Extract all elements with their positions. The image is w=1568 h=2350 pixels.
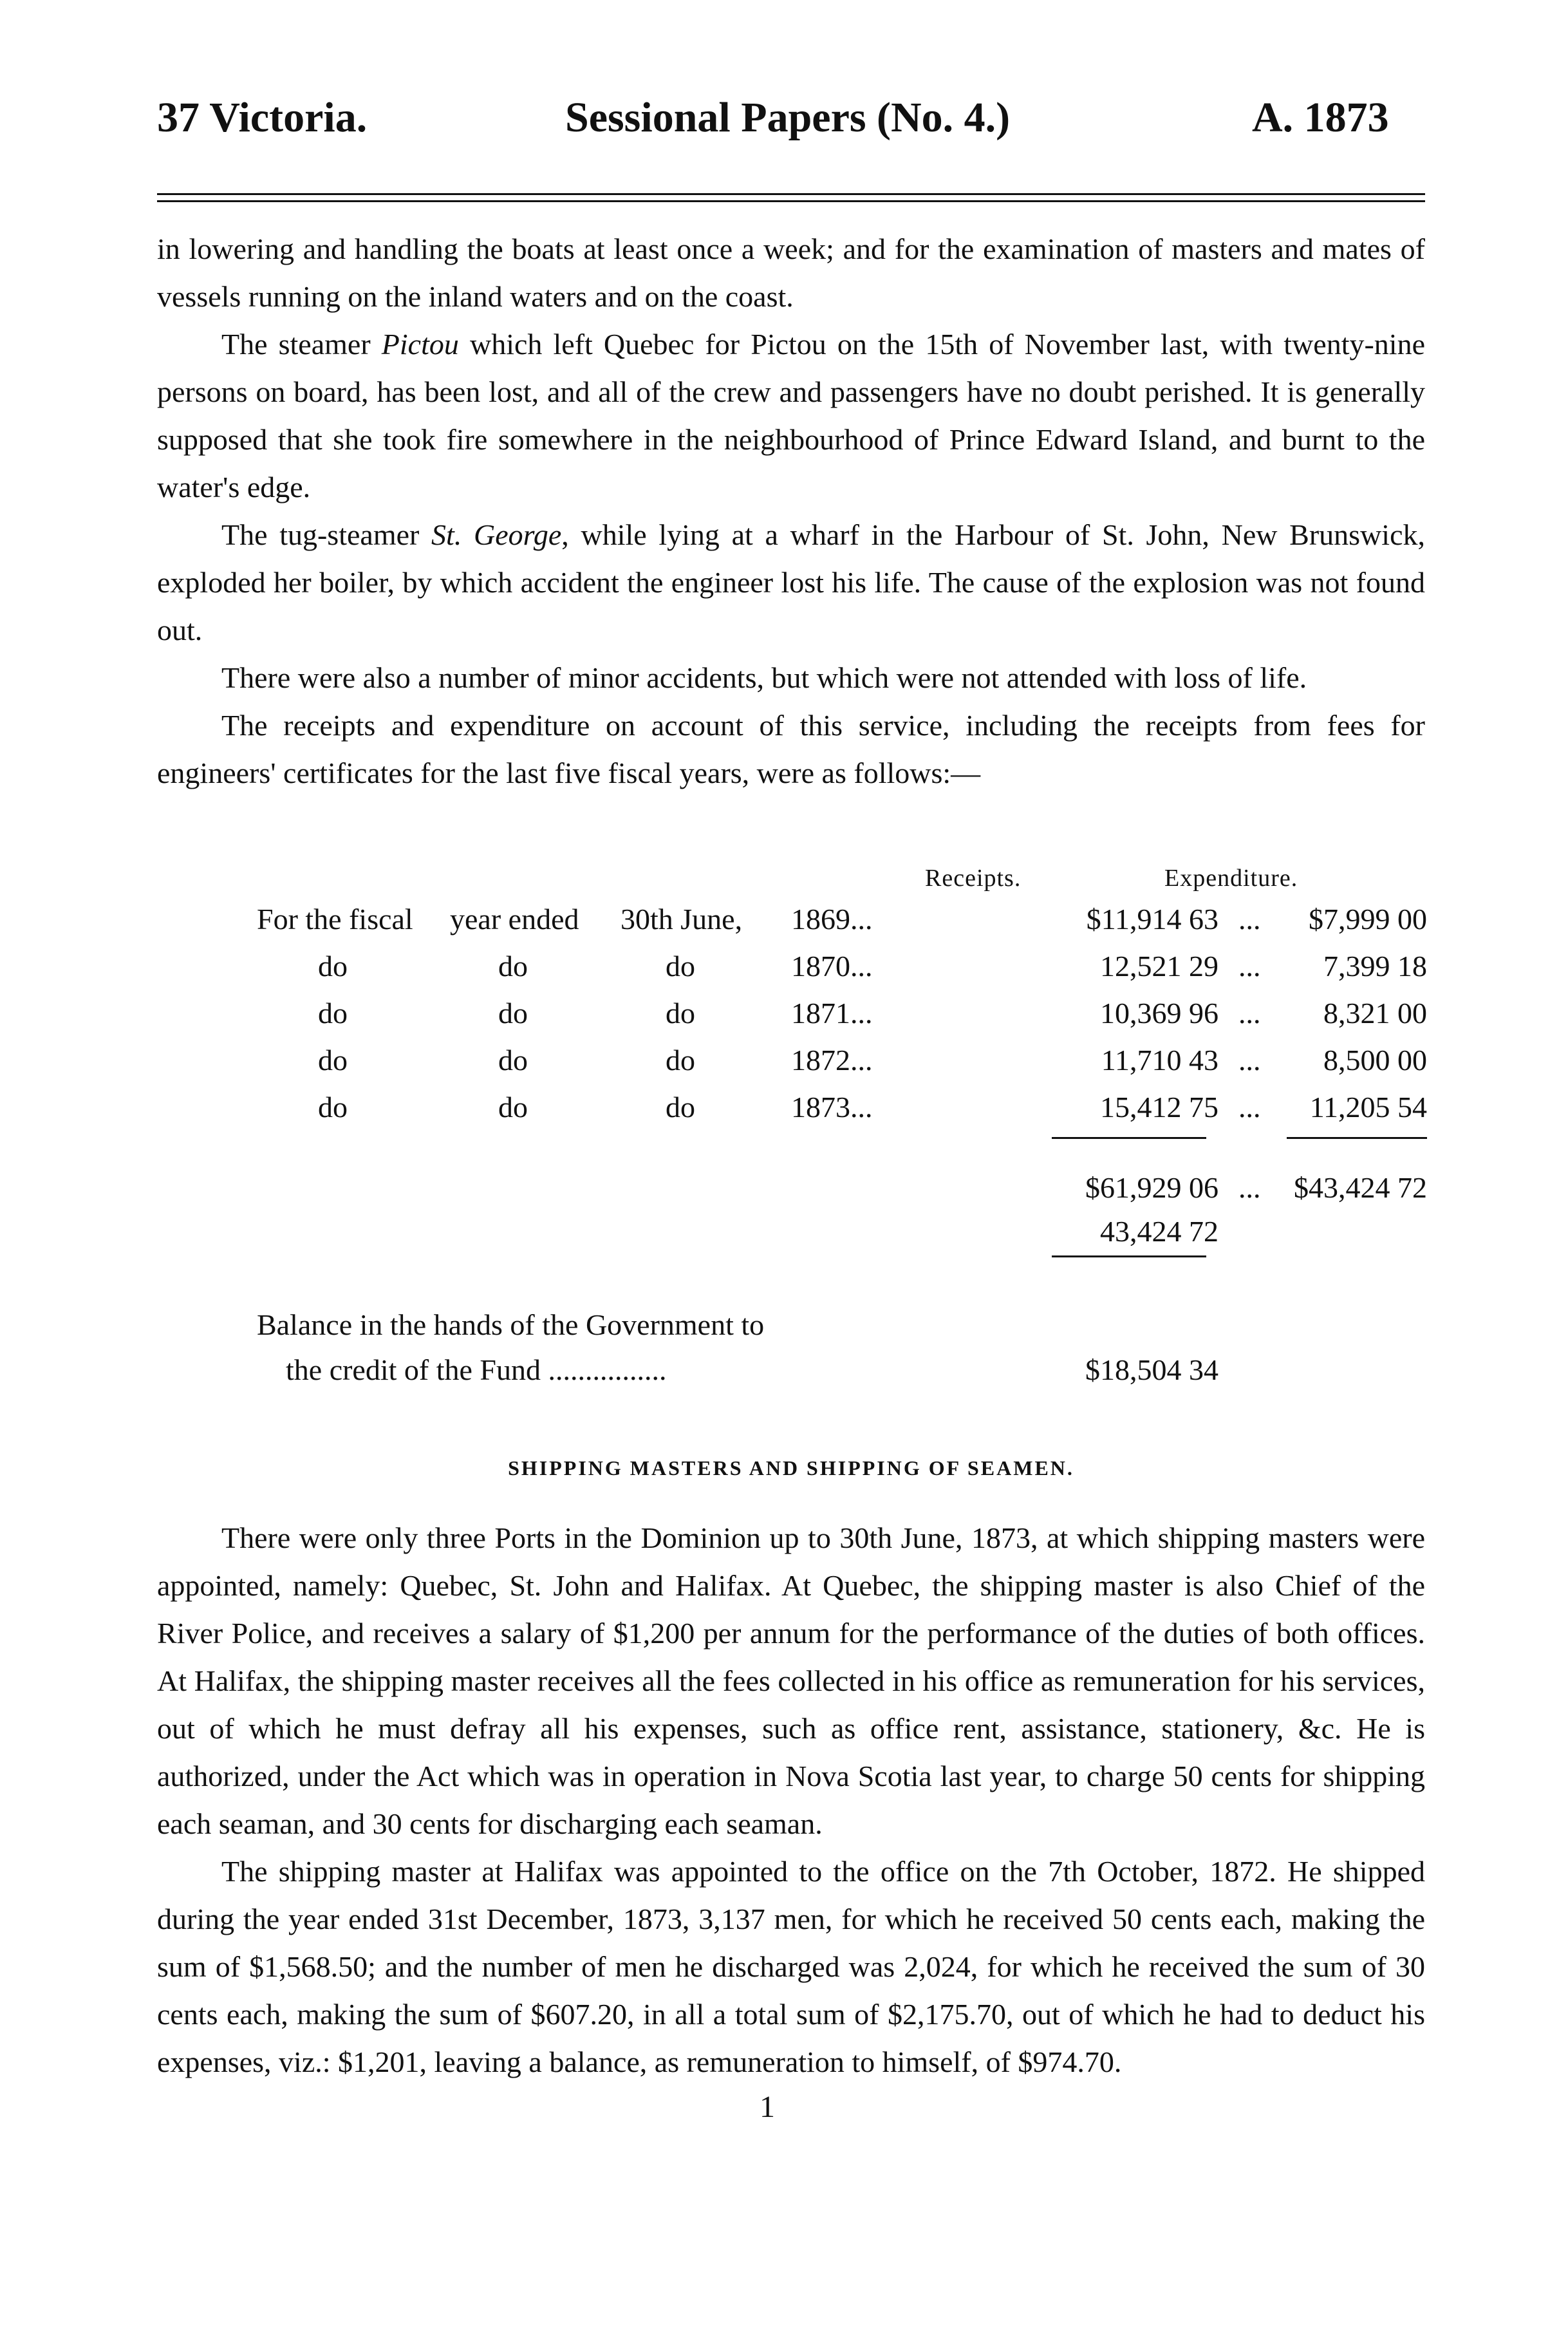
row-label: do — [318, 1044, 348, 1076]
row-label: do — [498, 950, 528, 982]
fiscal-year: 1871... — [791, 997, 873, 1029]
row-label: do — [498, 997, 528, 1029]
row-label: do — [666, 1044, 695, 1076]
paragraph: There were only three Ports in the Dominion up to 30th June, 1873, at which shipping masters were appointed, namely: Quebec, St. John and Halifax. At Quebec, the shipping master is also Chief of the River Police, and receives a salary of $1,200 per annum for the performance of the duties of both offices. At Halifax, the shipping master receives all the fees collected in his office as remuneration for his services, out of which he must defray all his expenses, such as office rent, assistance, stationery, &c. He is authorized, under the Act which was in operation in Nova Scotia last year, to charge 50 cents for shipping each seaman, and 30 cents for discharging each seaman. — [157, 1521, 1425, 1840]
row-label: do — [666, 1091, 695, 1123]
balance-label-line1: Balance in the hands of the Government to — [257, 1308, 765, 1341]
row-label: do — [666, 997, 695, 1029]
header-rule-top — [157, 193, 1425, 195]
receipts-value: 12,521 29 — [1100, 950, 1218, 982]
row-label: year ended — [450, 903, 579, 935]
paragraph: The shipping master at Halifax was appointed to the office on the 7th October, 1872. He shipped during the year ended 31st December, 1873, 3,137 men, for which he received 50 cents each, making the sum of $1,568.50; and the number of men he discharged was 2,024, for which he received the sum of 30 cents each, making the sum of $607.20, in all a total sum of $2,175.70, out of which he had to deduct his expenses, viz.: $1,201, leaving a balance, as remuneration to himself, of $974.70. — [157, 1855, 1425, 2078]
expenditure-value: 7,399 18 — [1323, 950, 1427, 982]
receipts-value: 15,412 75 — [1100, 1091, 1218, 1123]
expenditure-value: 8,321 00 — [1323, 997, 1427, 1029]
paragraph: The tug-steamer St. George, while lying at a wharf in the Harbour of St. John, New Brunswick, exploded her boiler, by which accident the engineer lost his life. The cause of the explosion was not found out. — [157, 518, 1425, 646]
paragraph: There were also a number of minor accidents, but which were not attended with loss of life. — [221, 661, 1307, 694]
paragraph: The steamer Pictou which left Quebec for Pictou on the 15th of November last, with twenty-nine persons on board, has been lost, and all of the crew and passengers have no doubt perished. It is generally supposed that she took fire somewhere in the neighbourhood of Prince Edward Island, and burnt to the water's edge. — [157, 328, 1426, 503]
expenditure-value: $7,999 00 — [1309, 903, 1427, 935]
column-header-receipts: Receipts. — [925, 865, 1022, 892]
row-label: do — [498, 1091, 528, 1123]
leader-dots: ... — [1238, 950, 1261, 982]
row-label: For the fiscal — [257, 903, 413, 935]
row-label: do — [318, 997, 348, 1029]
balance-value: $18,504 34 — [1085, 1353, 1218, 1386]
fiscal-year: 1870... — [791, 950, 873, 982]
paragraph: in lowering and handling the boats at least once a week; and for the examination of masters and mates of vessels running on the inland waters and on the coast. — [157, 232, 1425, 313]
row-label: do — [498, 1044, 528, 1076]
balance-label-line2: the credit of the Fund ................ — [286, 1353, 667, 1386]
page-number: 1 — [760, 2090, 775, 2124]
expenditure-value: 8,500 00 — [1323, 1044, 1427, 1076]
leader-dots: ... — [1238, 997, 1261, 1029]
header-rule-bottom — [157, 200, 1425, 202]
expenditure-value: 11,205 54 — [1309, 1091, 1427, 1123]
receipts-expenditure-table — [157, 856, 1425, 1436]
expenditure-sum-rule — [1287, 1137, 1427, 1139]
leader-dots: ... — [1238, 1091, 1261, 1123]
fiscal-year: 1872... — [791, 1044, 873, 1076]
fiscal-year: 1869... — [791, 903, 873, 935]
less-expenditure: 43,424 72 — [1100, 1215, 1218, 1248]
body-text-top — [157, 225, 1425, 797]
vessel-name: St. George — [431, 518, 562, 551]
leader-dots: ... — [1238, 1171, 1261, 1204]
header-title: Sessional Papers (No. 4.) — [565, 94, 1011, 141]
body-text-bottom — [157, 1514, 1425, 2086]
section-heading: SHIPPING MASTERS AND SHIPPING OF SEAMEN. — [508, 1456, 1074, 1480]
column-header-expenditure: Expenditure. — [1164, 865, 1298, 892]
total-expenditure: $43,424 72 — [1294, 1171, 1427, 1204]
row-label: 30th June, — [621, 903, 743, 935]
header-session: 37 Victoria. — [157, 94, 368, 141]
receipts-sum-rule — [1052, 1137, 1206, 1139]
receipts-value: $11,914 63 — [1086, 903, 1218, 935]
vessel-name: Pictou — [381, 328, 459, 361]
leader-dots: ... — [1238, 903, 1261, 935]
header-year: A. 1873 — [1252, 94, 1389, 141]
receipts-value: 11,710 43 — [1101, 1044, 1218, 1076]
row-label: do — [318, 1091, 348, 1123]
paragraph: The receipts and expenditure on account of this service, including the receipts from fees for engineers' certificates for the last five fiscal years, were as follows:— — [157, 709, 1425, 789]
leader-dots: ... — [1238, 1044, 1261, 1076]
balance-rule — [1052, 1255, 1206, 1257]
row-label: do — [318, 950, 348, 982]
receipts-value: 10,369 96 — [1100, 997, 1218, 1029]
total-receipts: $61,929 06 — [1085, 1171, 1218, 1204]
fiscal-year: 1873... — [791, 1091, 873, 1123]
row-label: do — [666, 950, 695, 982]
